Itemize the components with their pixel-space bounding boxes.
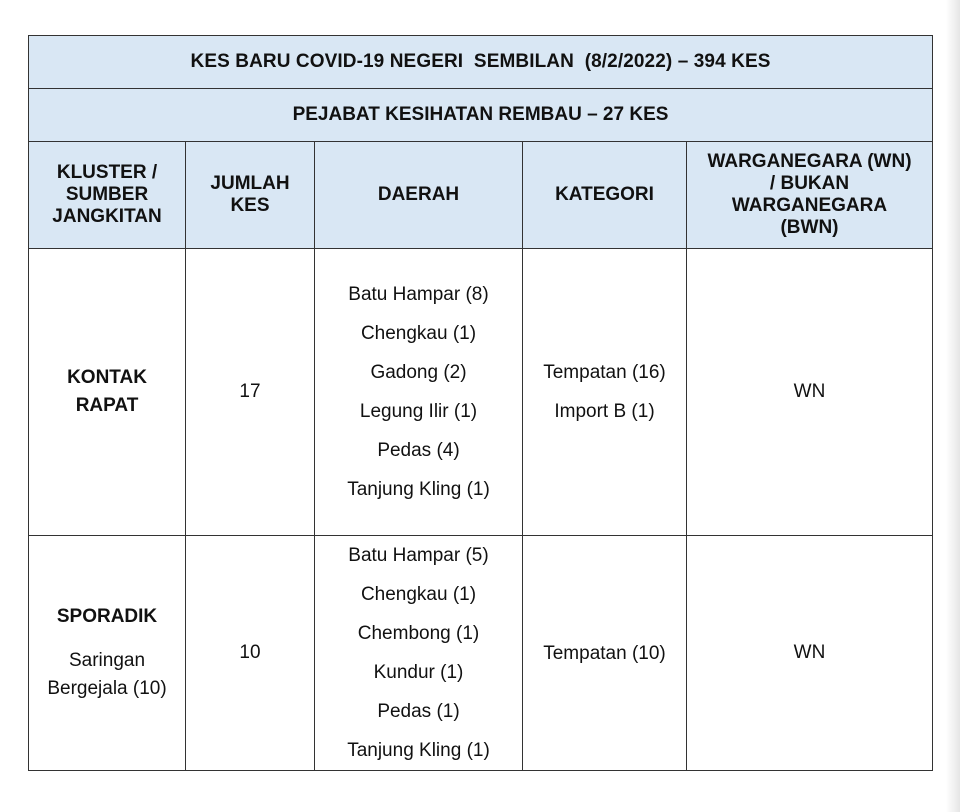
district-item: Tanjung Kling (1) [347,479,490,500]
cluster-name: SPORADIK [56,606,158,627]
district-item: Chembong (1) [357,623,480,644]
citizenship-cell: WN [687,536,933,771]
district-cell [315,249,523,536]
district-item: Chengkau (1) [360,584,477,605]
district-item: Pedas (1) [377,701,460,722]
count-cell: 17 [186,249,315,536]
page-edge-shadow [946,0,960,812]
cluster-note: Saringan Bergejala (10) [47,650,167,699]
district-item: Gadong (2) [370,362,467,383]
category-item: Tempatan (10) [543,642,666,664]
category-item: Tempatan (16) [543,362,666,383]
district-cell [315,536,523,771]
header-count: JUMLAH KES [186,142,315,249]
cluster-cell [29,249,186,536]
category-cell [523,536,687,771]
district-item: Batu Hampar (5) [348,545,489,566]
table-subtitle-row [29,89,933,142]
district-item: Batu Hampar (8) [348,284,489,305]
cluster-cell [29,536,186,771]
covid-cases-table [28,35,933,771]
district-item: Legung Ilir (1) [359,401,478,422]
table-row [29,536,933,771]
header-citizenship: WARGANEGARA (WN) / BUKAN WARGANEGARA (BWN) [687,142,933,249]
category-cell [523,249,687,536]
header-category: KATEGORI [523,142,687,249]
district-item: Kundur (1) [373,662,464,683]
table-title-row [29,36,933,89]
district-item: Chengkau (1) [360,323,477,344]
table-title [29,36,933,89]
table-subtitle: PEJABAT KESIHATAN REMBAU – 27 KES [29,89,933,142]
table-title-text: KES BARU COVID-19 NEGERI SEMBILAN (8/2/2022) – 394 KES [190,51,771,72]
cluster-name: KONTAK RAPAT [67,367,147,416]
category-item: Import B (1) [554,401,655,422]
district-item: Tanjung Kling (1) [347,740,490,761]
citizenship-cell: WN [687,249,933,536]
count-cell: 10 [186,536,315,771]
column-header-row [29,142,933,249]
district-item: Pedas (4) [377,440,460,461]
header-cluster: KLUSTER / SUMBER JANGKITAN [29,142,186,249]
header-district: DAERAH [315,142,523,249]
table-row [29,249,933,536]
